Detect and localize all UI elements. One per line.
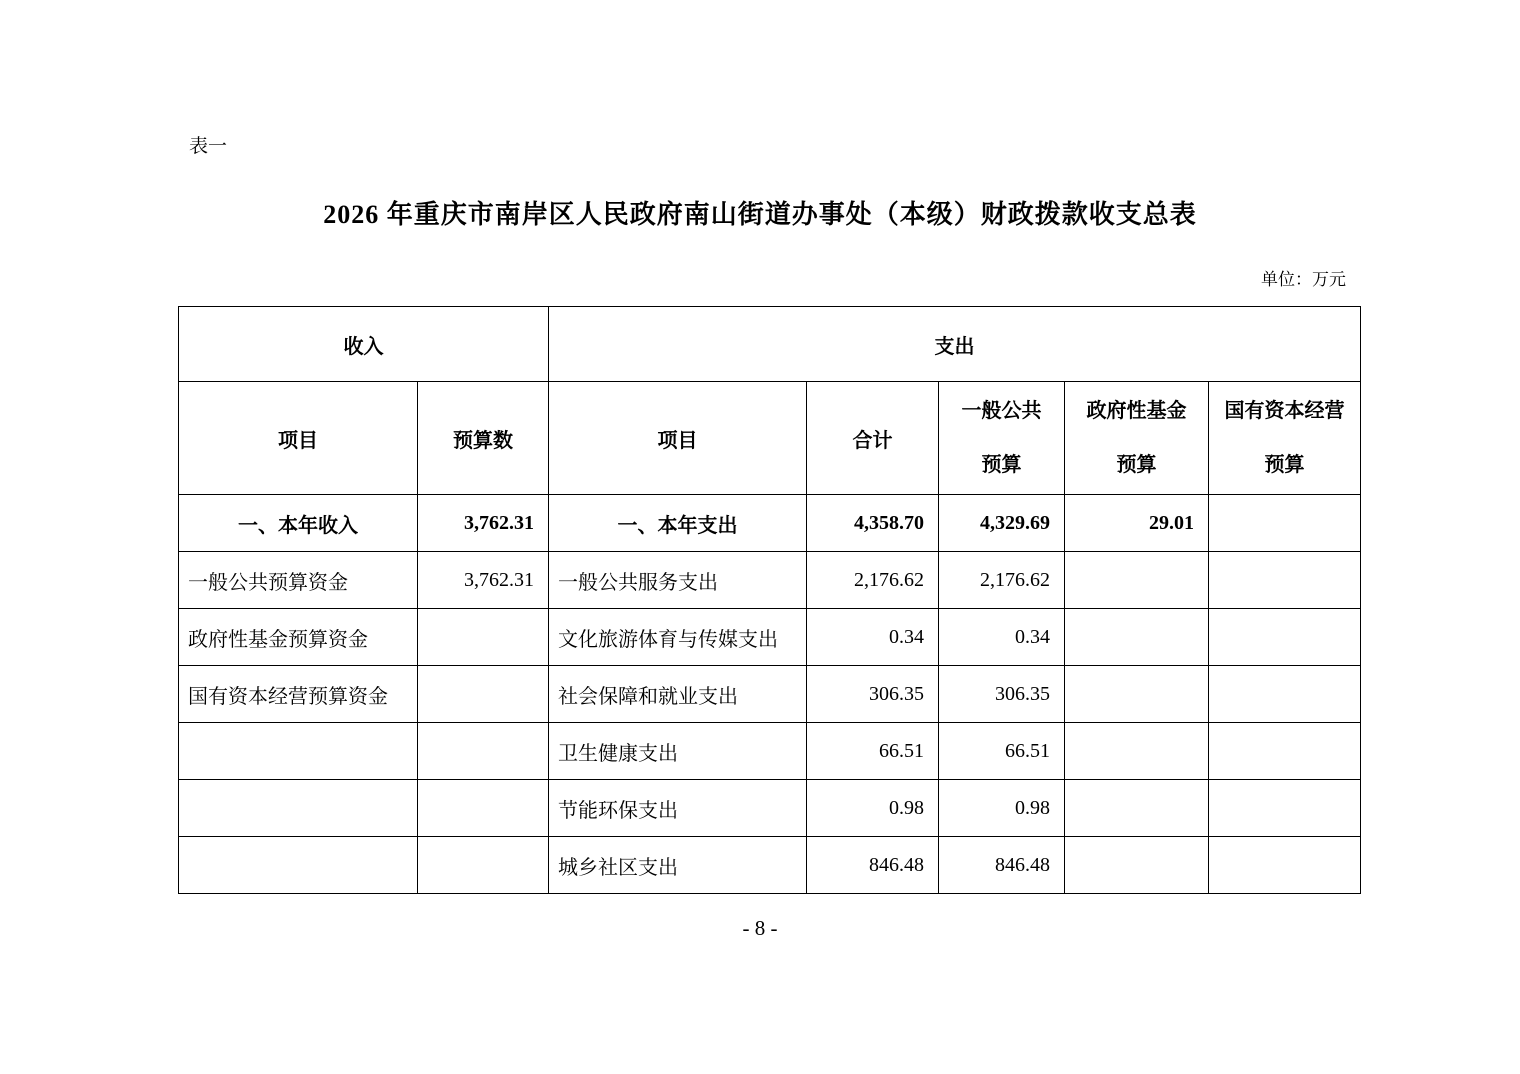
exp-govfund-budget-cell <box>1065 723 1209 780</box>
exp-govfund-budget-cell: 29.01 <box>1065 495 1209 552</box>
exp-statecap-budget-cell <box>1209 552 1361 609</box>
header-line: 预算 <box>981 454 1022 476</box>
exp-total-cell: 306.35 <box>807 666 939 723</box>
exp-item-cell: 城乡社区支出 <box>549 837 807 894</box>
unit-note: 单位：万元 <box>1261 270 1346 289</box>
table-row <box>179 837 1361 894</box>
exp-item-cell: 社会保障和就业支出 <box>549 666 807 723</box>
exp-total-cell: 4,358.70 <box>807 495 939 552</box>
header-exp-statecap-budget <box>1209 382 1361 495</box>
income-budget-cell <box>418 666 549 723</box>
income-item-cell: 一般公共预算资金 <box>179 552 418 609</box>
exp-item-cell: 一般公共服务支出 <box>549 552 807 609</box>
exp-statecap-budget-cell <box>1209 609 1361 666</box>
exp-general-budget-cell: 846.48 <box>939 837 1065 894</box>
header-exp-item: 项目 <box>549 382 807 495</box>
exp-statecap-budget-cell <box>1209 837 1361 894</box>
exp-total-cell: 2,176.62 <box>807 552 939 609</box>
exp-item-cell: 文化旅游体育与传媒支出 <box>549 609 807 666</box>
exp-total-cell: 0.98 <box>807 780 939 837</box>
income-item-cell: 政府性基金预算资金 <box>179 609 418 666</box>
exp-general-budget-cell: 4,329.69 <box>939 495 1065 552</box>
income-item-cell <box>179 780 418 837</box>
exp-govfund-budget-cell <box>1065 837 1209 894</box>
page-number: - 8 - <box>742 916 778 940</box>
header-line: 预算 <box>1116 454 1157 476</box>
income-item-cell <box>179 837 418 894</box>
exp-statecap-budget-cell <box>1209 495 1361 552</box>
header-exp-total: 合计 <box>807 382 939 495</box>
header-line: 预算 <box>1264 454 1305 476</box>
document-title: 2026 年重庆市南岸区人民政府南山街道办事处（本级）财政拨款收支总表 <box>323 200 1197 229</box>
income-item-cell: 国有资本经营预算资金 <box>179 666 418 723</box>
table-row <box>179 780 1361 837</box>
header-expenditure: 支出 <box>549 307 1361 382</box>
income-budget-cell <box>418 609 549 666</box>
budget-table <box>178 306 1361 894</box>
income-item-cell <box>179 723 418 780</box>
column-header-row <box>179 382 1361 495</box>
exp-general-budget-cell: 0.34 <box>939 609 1065 666</box>
income-budget-cell <box>418 723 549 780</box>
exp-statecap-budget-cell <box>1209 780 1361 837</box>
income-budget-cell <box>418 837 549 894</box>
header-exp-general-budget <box>939 382 1065 495</box>
table-row <box>179 552 1361 609</box>
exp-general-budget-cell: 2,176.62 <box>939 552 1065 609</box>
group-header-row <box>179 307 1361 382</box>
exp-statecap-budget-cell <box>1209 723 1361 780</box>
exp-general-budget-cell: 306.35 <box>939 666 1065 723</box>
exp-govfund-budget-cell <box>1065 609 1209 666</box>
header-income: 收入 <box>179 307 549 382</box>
income-item-cell: 一、本年收入 <box>179 495 418 552</box>
header-income-budget: 预算数 <box>418 382 549 495</box>
table-row <box>179 609 1361 666</box>
exp-general-budget-cell: 0.98 <box>939 780 1065 837</box>
header-line: 政府性基金 <box>1086 400 1187 422</box>
header-exp-govfund-budget <box>1065 382 1209 495</box>
exp-total-cell: 0.34 <box>807 609 939 666</box>
table-row <box>179 666 1361 723</box>
header-line: 国有资本经营 <box>1224 400 1345 422</box>
income-budget-cell: 3,762.31 <box>418 552 549 609</box>
exp-item-cell: 节能环保支出 <box>549 780 807 837</box>
table-row <box>179 723 1361 780</box>
exp-govfund-budget-cell <box>1065 780 1209 837</box>
income-budget-cell: 3,762.31 <box>418 495 549 552</box>
income-budget-cell <box>418 780 549 837</box>
exp-item-cell: 卫生健康支出 <box>549 723 807 780</box>
exp-item-cell: 一、本年支出 <box>549 495 807 552</box>
table-row <box>179 495 1361 552</box>
table-label: 表一 <box>189 136 228 157</box>
header-income-item: 项目 <box>179 382 418 495</box>
exp-govfund-budget-cell <box>1065 666 1209 723</box>
exp-govfund-budget-cell <box>1065 552 1209 609</box>
exp-general-budget-cell: 66.51 <box>939 723 1065 780</box>
exp-statecap-budget-cell <box>1209 666 1361 723</box>
exp-total-cell: 66.51 <box>807 723 939 780</box>
exp-total-cell: 846.48 <box>807 837 939 894</box>
header-line: 一般公共 <box>961 400 1042 422</box>
